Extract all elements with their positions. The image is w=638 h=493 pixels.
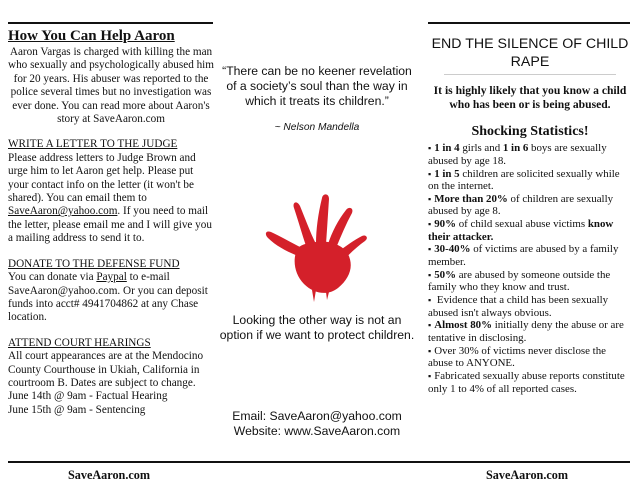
red-handprint-icon [262,190,372,302]
court-section-title: ATTEND COURT HEARINGS [8,336,151,349]
stat-item: ▪ Almost 80% initially deny the abuse or are tentative in disclosing. [428,319,632,344]
footer-site-right[interactable]: SaveAaron.com [486,468,569,482]
donate-section-title: DONATE TO THE DEFENSE FUND [8,257,180,270]
contact-email: Email: SaveAaron@yahoo.com [232,409,402,423]
donate-paragraph [8,271,214,325]
donate-text-1: You can donate via [8,271,97,284]
letter-paragraph [8,152,214,246]
email-link[interactable]: SaveAaron@yahoo.com [8,205,118,218]
stat-item: ▪ Over 30% of victims never disclose the abuse to ANYONE. [428,345,632,370]
bottom-rule [8,461,630,463]
help-aaron-title: How You Can Help Aaron [8,28,175,44]
court-date-1: June 14th @ 9am - Factual Hearing [8,390,168,403]
highly-likely-text: It is highly likely that you know a child who has been or is being abused. [433,84,627,111]
stats-title: Shocking Statistics! [471,124,589,140]
court-paragraph: All court appearances are at the Mendocino County Courthouse in Ukiah, California in courtroom B. Dates are subject to change. [8,350,204,389]
top-rule-right [428,22,630,24]
letter-text-2: . If you need to mail the letter, please email me and I will give you a mailing address to send it to. [8,205,212,245]
letter-text-1: Please address letters to Judge Brown and urge him to let Aaron get help. Please put your contact info on the letter (it won't be shared). You can email them to [8,151,196,205]
stat-item: ▪ 50% are abused by someone outside the family who they know and trust. [428,269,632,294]
contact-block [219,409,415,440]
stat-item: ▪ Fabricated sexually abuse reports constitute only 1 to 4% of all reported cases. [428,370,632,395]
paypal-link[interactable]: Paypal [96,271,127,284]
middle-column [219,64,415,439]
footer-site-left[interactable]: SaveAaron.com [68,468,151,482]
right-column [428,36,632,395]
donate-text-2: to e-mail SaveAaron@yahoo.com. Or you can deposit funds into acct# 4941704862 at any Chase location. [8,271,208,324]
top-rule-left [8,22,213,24]
headline-divider [444,74,616,75]
intro-paragraph: Aaron Vargas is charged with killing the man who sexually and psychologically abused him for 20 years. His abuser was reported to the police several times but no investigation was ever done. You can read more about Aaron's story at SaveAaron.com [8,46,214,126]
letter-section-title: WRITE A LETTER TO THE JUDGE [8,138,178,151]
contact-website: Website: www.SaveAaron.com [233,424,401,439]
mandela-quote: “There can be no keener revelation of a society’s soul than the way in which it treats its children.” [222,64,412,109]
stat-item: ▪ 90% of child sexual abuse victims know their attacker. [428,218,632,243]
stat-item: ▪ Evidence that a child has been sexually abused isn't always obvious. [428,294,632,319]
quote-author: ~ Nelson Mandella [274,121,360,133]
left-column [8,28,214,417]
stat-item: ▪ 1 in 4 girls and 1 in 6 boys are sexually abused by age 18. [428,142,632,167]
stats-list [428,142,632,395]
court-date-2: June 15th @ 9am - Sentencing [8,403,146,416]
stat-item: ▪ 30-40% of victims are abused by a family member. [428,243,632,268]
stat-item: ▪ 1 in 5 children are solicited sexually while on the internet. [428,168,632,193]
end-silence-headline: END THE SILENCE OF CHILD RAPE [431,36,629,70]
looking-other-way-text: Looking the other way is not an option if we want to protect children. [219,313,415,343]
stat-item: ▪ More than 20% of children are sexually abused by age 8. [428,193,632,218]
